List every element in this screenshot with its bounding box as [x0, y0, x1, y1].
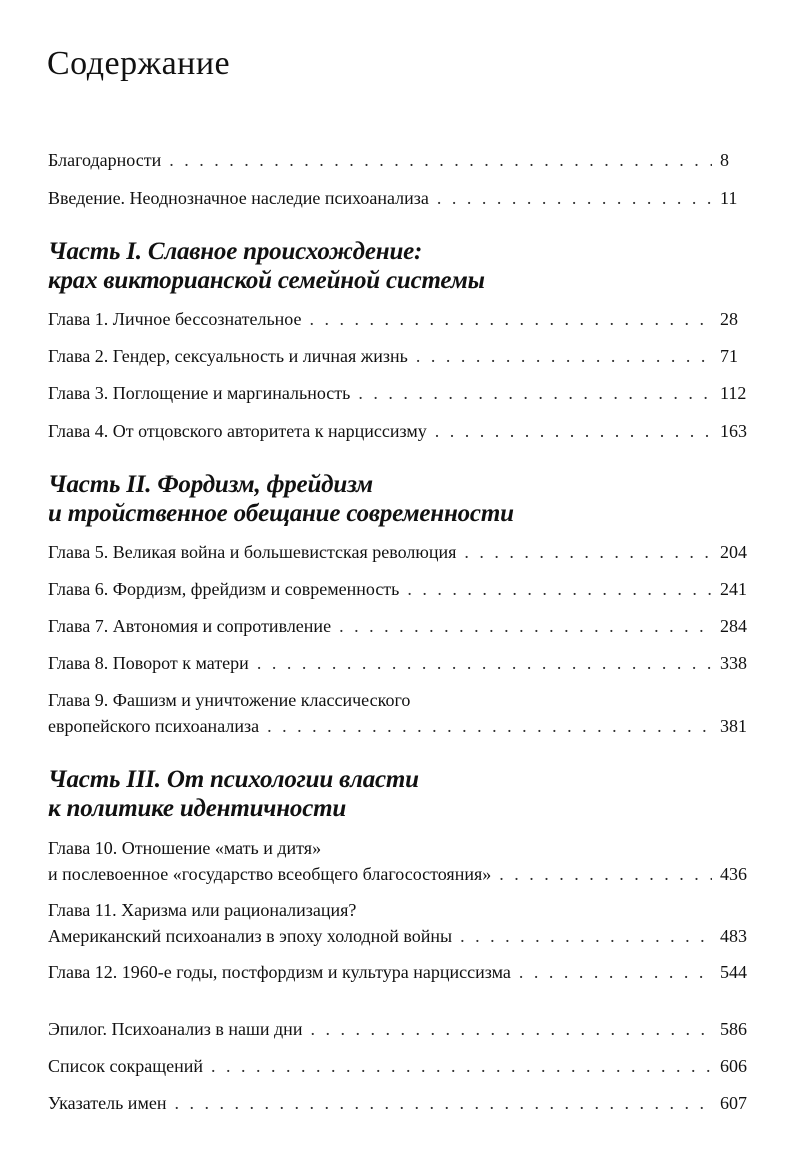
toc-entry-chapter-8[interactable]: [48, 651, 752, 675]
entry-title: Введение. Неоднозначное наследие психоанализа: [48, 188, 429, 208]
leader-dots: [267, 714, 712, 738]
entry-page: 338: [720, 653, 747, 673]
entry-page: 606: [720, 1056, 747, 1076]
toc-entry-chapter-5[interactable]: [48, 540, 752, 564]
entry-title: Глава 8. Поворот к матери: [48, 653, 249, 673]
entry-title: Глава 2. Гендер, сексуальность и личная жизнь: [48, 346, 408, 366]
leader-dots: [499, 862, 712, 886]
leader-dots: [169, 148, 712, 172]
entry-title: Глава 1. Личное бессознательное: [48, 309, 302, 329]
page-title: Содержание: [47, 44, 231, 82]
entry-title: Американский психоанализ в эпоху холодной войны: [48, 926, 453, 946]
entry-page: 112: [720, 383, 747, 403]
leader-dots: [211, 1054, 712, 1078]
toc-entry-abbreviations[interactable]: [48, 1054, 752, 1078]
leader-dots: [407, 577, 712, 601]
toc-entry-chapter-6[interactable]: [48, 577, 752, 601]
leader-dots: [257, 651, 712, 675]
entry-page: 544: [720, 962, 747, 982]
toc-entry-chapter-9[interactable]: [48, 688, 752, 738]
entry-title: Эпилог. Психоанализ в наши дни: [48, 1019, 303, 1039]
part-title-line1: Часть III. От психологии власти: [48, 766, 419, 793]
entry-page: 284: [720, 616, 747, 636]
part-heading-2[interactable]: [48, 470, 752, 528]
toc-entry-name-index[interactable]: [48, 1091, 752, 1115]
entry-page: 607: [720, 1093, 747, 1113]
entry-title: Указатель имен: [48, 1093, 167, 1113]
entry-page: 11: [720, 188, 738, 208]
leader-dots: [310, 1017, 712, 1041]
entry-title: Благодарности: [48, 150, 162, 170]
leader-dots: [464, 540, 712, 564]
leader-dots: [358, 381, 712, 405]
toc-entry-chapter-7[interactable]: [48, 614, 752, 638]
toc-entry-introduction[interactable]: [48, 186, 752, 210]
leader-dots: [519, 960, 712, 984]
toc-entry-chapter-2[interactable]: [48, 344, 752, 368]
entry-title-line1: Глава 11. Харизма или рационализация?: [48, 900, 357, 920]
leader-dots: [174, 1091, 712, 1115]
part-title-line2: крах викторианской семейной системы: [48, 267, 485, 294]
leader-dots: [437, 186, 712, 210]
toc-entry-chapter-10[interactable]: [48, 836, 752, 886]
toc-entry-chapter-11[interactable]: [48, 898, 752, 948]
entry-title: Список сокращений: [48, 1056, 203, 1076]
entry-title: Глава 12. 1960-е годы, постфордизм и культура нарциссизма: [48, 962, 511, 982]
leader-dots: [460, 924, 712, 948]
part-title-line1: Часть II. Фордизм, фрейдизм: [48, 471, 373, 498]
entry-page: 28: [720, 309, 738, 329]
entry-page: 163: [720, 421, 747, 441]
leader-dots: [416, 344, 712, 368]
toc-entry-chapter-1[interactable]: [48, 307, 752, 331]
leader-dots: [435, 419, 712, 443]
entry-title: европейского психоанализа: [48, 716, 260, 736]
entry-title: Глава 6. Фордизм, фрейдизм и современность: [48, 579, 400, 599]
toc-entry-epilogue[interactable]: [48, 1017, 752, 1041]
toc-entry-chapter-12[interactable]: [48, 960, 752, 984]
entry-page: 483: [720, 926, 747, 946]
entry-page: 8: [720, 150, 729, 170]
toc-entry-chapter-4[interactable]: [48, 419, 752, 443]
leader-dots: [310, 307, 712, 331]
part-title-line2: к политике идентичности: [48, 795, 347, 822]
entry-title-line1: Глава 10. Отношение «мать и дитя»: [48, 838, 322, 858]
entry-title: Глава 5. Великая война и большевистская революция: [48, 542, 457, 562]
entry-title: Глава 3. Поглощение и маргинальность: [48, 383, 351, 403]
entry-page: 71: [720, 346, 738, 366]
entry-page: 586: [720, 1019, 747, 1039]
entry-title: Глава 4. От отцовского авторитета к нарциссизму: [48, 421, 427, 441]
toc-entry-chapter-3[interactable]: [48, 381, 752, 405]
toc-entry-acknowledgements[interactable]: [48, 148, 752, 172]
entry-title: и послевоенное «государство всеобщего благосостояния»: [48, 864, 492, 884]
part-heading-1[interactable]: [48, 237, 752, 295]
entry-page: 381: [720, 716, 747, 736]
part-title-line2: и тройственное обещание современности: [48, 500, 514, 527]
entry-title: Глава 7. Автономия и сопротивление: [48, 616, 332, 636]
leader-dots: [339, 614, 712, 638]
entry-title-line1: Глава 9. Фашизм и уничтожение классического: [48, 690, 411, 710]
part-title-line1: Часть I. Славное происхождение:: [48, 238, 423, 265]
entry-page: 204: [720, 542, 747, 562]
entry-page: 241: [720, 579, 747, 599]
part-heading-3[interactable]: [48, 765, 752, 823]
entry-page: 436: [720, 864, 747, 884]
